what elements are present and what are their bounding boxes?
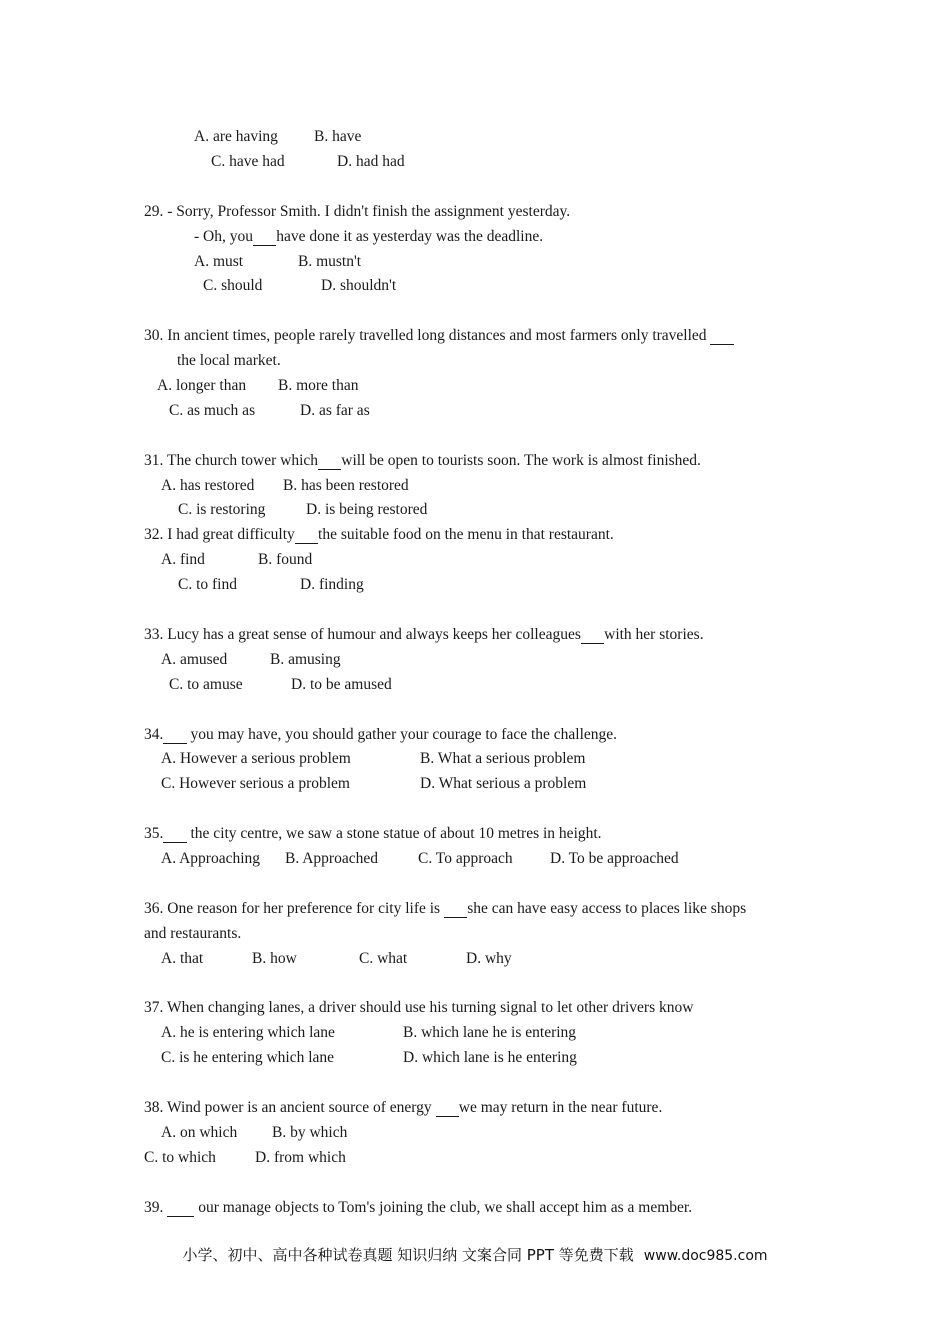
q32-stem (144, 525, 614, 545)
q31-option-d: D. is being restored (306, 501, 428, 518)
q29-option-c: C. should (203, 277, 263, 294)
q29-line2 (194, 227, 543, 247)
answer-blank (444, 900, 467, 918)
q32-stem-post: the suitable food on the menu in that restaurant. (318, 526, 614, 543)
q35-stem-pre: 35. (144, 825, 164, 842)
q39-stem-pre: 39. (144, 1199, 168, 1216)
answer-blank (163, 726, 186, 744)
q28-option-a: A. are having (194, 128, 278, 145)
q29-option-a: A. must (194, 253, 244, 270)
answer-blank (167, 1199, 194, 1217)
q29-line2-pre: - Oh, you (194, 228, 253, 245)
q31-option-c: C. is restoring (178, 501, 266, 518)
q34-option-a: A. However a serious problem (161, 750, 351, 767)
footer-text: 小学、初中、高中各种试卷真题 知识归纳 文案合同 PPT 等免费下载 (182, 1246, 634, 1264)
q30-option-b: B. more than (278, 377, 359, 394)
q36-stem (144, 899, 746, 919)
q38-option-c: C. to which (144, 1149, 216, 1166)
q30-option-c: C. as much as (169, 402, 256, 419)
q37-option-d: D. which lane is he entering (403, 1049, 577, 1066)
q31-stem-pre: 31. The church tower which (144, 452, 319, 469)
q35-option-d: D. To be approached (550, 850, 679, 867)
q33-option-b: B. amusing (270, 651, 341, 668)
q38-option-a: A. on which (161, 1124, 238, 1141)
q30-option-a: A. longer than (157, 377, 247, 394)
q32-option-b: B. found (258, 551, 313, 568)
q28-option-c: C. have had (211, 153, 285, 170)
q30-option-d: D. as far as (300, 402, 370, 419)
q39-stem (144, 1198, 692, 1218)
q38-stem-post: we may return in the near future. (458, 1099, 663, 1116)
answer-blank (710, 327, 733, 345)
q36-option-a: A. that (161, 950, 204, 967)
q34-option-c: C. However serious a problem (161, 775, 350, 792)
q29-option-d: D. shouldn't (321, 277, 397, 294)
q37-stem: 37. When changing lanes, a driver should use his turning signal to let other drivers know (144, 999, 694, 1016)
q33-option-c: C. to amuse (169, 676, 243, 693)
q33-option-d: D. to be amused (291, 676, 392, 693)
q32-option-c: C. to find (178, 576, 237, 593)
q34-option-d: D. What serious a problem (420, 775, 587, 792)
q29-stem: 29. - Sorry, Professor Smith. I didn't finish the assignment yesterday. (144, 203, 571, 220)
q38-stem (144, 1098, 662, 1118)
q36-stem-pre: 36. One reason for her preference for city life is (144, 900, 444, 917)
q37-option-b: B. which lane he is entering (403, 1024, 577, 1041)
q30-stem-continued: the local market. (177, 352, 281, 369)
page-footer (0, 1244, 950, 1265)
q34-stem (144, 725, 617, 745)
q31-option-a: A. has restored (161, 477, 255, 494)
q36-option-c: C. what (359, 950, 408, 967)
q29-line2-post: have done it as yesterday was the deadline. (276, 228, 544, 245)
q38-option-b: B. by which (272, 1124, 348, 1141)
q36-option-b: B. how (252, 950, 297, 967)
q36-option-d: D. why (466, 950, 512, 967)
q35-stem (144, 824, 602, 844)
q30-stem-text: 30. In ancient times, people rarely travelled long distances and most farmers only travelled (144, 327, 707, 344)
q35-option-b: B. Approached (285, 850, 378, 867)
q32-option-a: A. find (161, 551, 205, 568)
q38-stem-pre: 38. Wind power is an ancient source of energy (144, 1099, 436, 1116)
q31-option-b: B. has been restored (283, 477, 409, 494)
q34-option-b: B. What a serious problem (420, 750, 586, 767)
q33-option-a: A. amused (161, 651, 228, 668)
q35-option-a: A. Approaching (161, 850, 261, 867)
q33-stem-post: with her stories. (604, 626, 704, 643)
q29-option-b: B. mustn't (298, 253, 362, 270)
q39-stem-post: our manage objects to Tom's joining the club, we shall accept him as a member. (194, 1199, 693, 1216)
footer-url: www.doc985.com (643, 1248, 768, 1264)
q33-stem-pre: 33. Lucy has a great sense of humour and always keeps her colleagues (144, 626, 581, 643)
q34-stem-pre: 34. (144, 726, 164, 743)
q32-stem-pre: 32. I had great difficulty (144, 526, 295, 543)
q35-option-c: C. To approach (418, 850, 513, 867)
q31-stem (144, 451, 701, 471)
q36-stem-post: she can have easy access to places like shops (467, 900, 747, 917)
answer-blank (581, 626, 604, 644)
answer-blank (295, 526, 318, 544)
q37-option-c: C. is he entering which lane (161, 1049, 335, 1066)
q31-stem-post: will be open to tourists soon. The work is almost finished. (341, 452, 701, 469)
q28-option-d: D. had had (337, 153, 405, 170)
q34-stem-post: you may have, you should gather your courage to face the challenge. (186, 726, 618, 743)
q32-option-d: D. finding (300, 576, 364, 593)
q36-stem-continued: and restaurants. (144, 925, 242, 942)
q38-option-d: D. from which (255, 1149, 346, 1166)
answer-blank (436, 1099, 459, 1117)
answer-blank (318, 452, 341, 470)
answer-blank (163, 825, 186, 843)
q28-option-b: B. have (314, 128, 362, 145)
q33-stem (144, 625, 704, 645)
answer-blank (253, 228, 276, 246)
q37-option-a: A. he is entering which lane (161, 1024, 335, 1041)
q30-stem (144, 326, 734, 346)
q35-stem-post: the city centre, we saw a stone statue of about 10 metres in height. (186, 825, 602, 842)
